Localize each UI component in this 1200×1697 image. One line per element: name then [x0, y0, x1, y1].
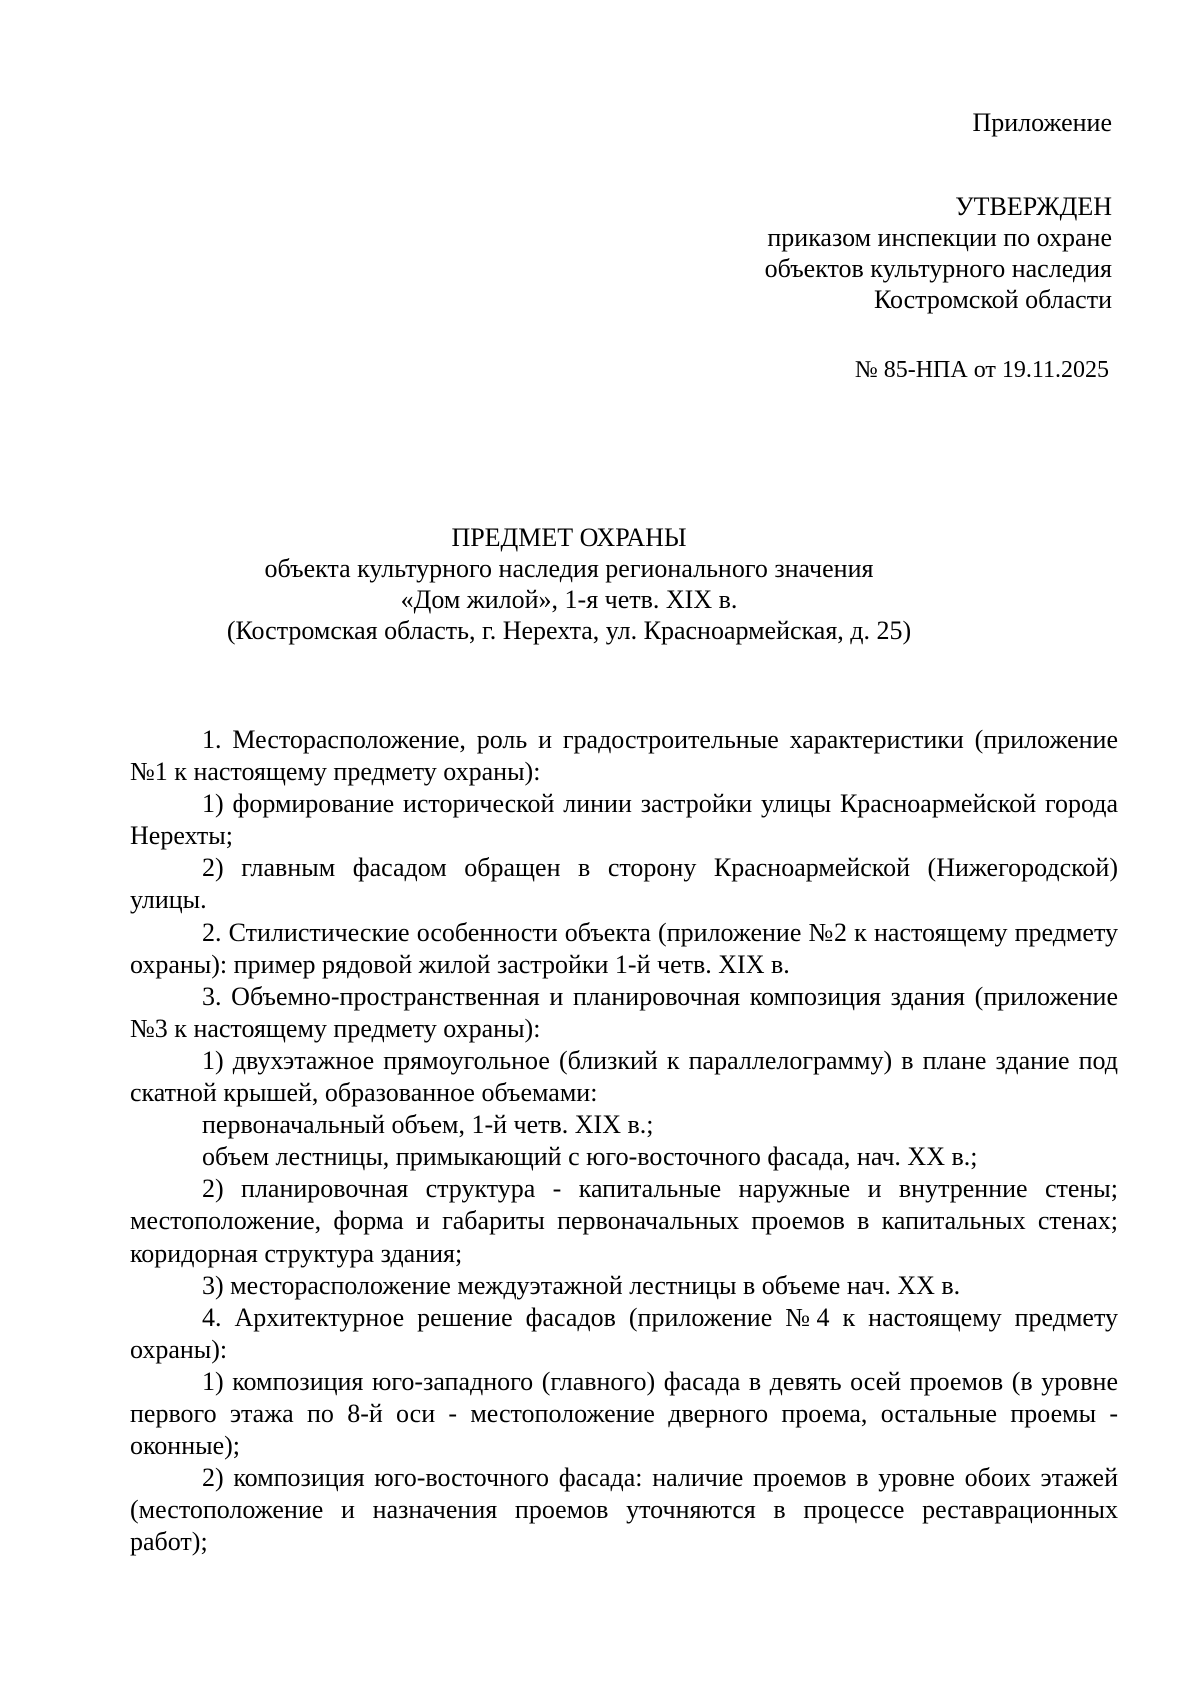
- appendix-text: Приложение: [972, 108, 1112, 137]
- order-number: [855, 355, 1109, 386]
- order-line: Костромской области: [873, 285, 1112, 314]
- order-line: приказом инспекции по охране: [767, 223, 1112, 252]
- body-paragraph: 1. Месторасположение, роль и градостроительные характеристики (приложение №1 к настоящему предмету охраны):: [130, 725, 1118, 787]
- approval-block: [765, 191, 1112, 315]
- body-paragraph: 3. Объемно-пространственная и планировочная композиция здания (приложение №3 к настоящему предмету охраны):: [130, 981, 1118, 1043]
- approved-label: УТВЕРЖДЕН: [955, 192, 1112, 221]
- title-subline: объекта культурного наследия регионального значения: [264, 554, 874, 583]
- body-paragraph: объем лестницы, примыкающий с юго-восточного фасада, нач. XX в.;: [202, 1142, 978, 1172]
- order-line: объектов культурного наследия: [764, 254, 1112, 283]
- document-body: [130, 724, 1118, 1558]
- body-paragraph: 4. Архитектурное решение фасадов (приложение №4 к настоящему предмету охраны):: [130, 1302, 1118, 1364]
- body-paragraph: 2. Стилистические особенности объекта (приложение №2 к настоящему предмету охраны): пример рядовой жилой застройки 1-й четв. XIX в.: [130, 917, 1118, 979]
- body-paragraph: 2) планировочная структура - капитальные наружные и внутренние стены; местоположение, форма и габариты первоначальных проемов в капитальных стенах; коридорная структура здания;: [130, 1174, 1118, 1268]
- body-paragraph: 2) композиция юго-восточного фасада: наличие проемов в уровне обоих этажей (местоположение и назначения проемов уточняются в процессе реставрационных работ);: [130, 1463, 1118, 1557]
- body-paragraph: первоначальный объем, 1-й четв. XIX в.;: [202, 1110, 654, 1140]
- title-subline: (Костромская область, г. Нерехта, ул. Красноармейская, д. 25): [226, 616, 912, 645]
- order-number-text: № 85-НПА от 19.11.2025: [854, 357, 1109, 383]
- body-paragraph: 1) двухэтажное прямоугольное (близкий к параллелограмму) в плане здание под скатной крышей, образованное объемами:: [130, 1045, 1118, 1108]
- document-title: [0, 522, 1138, 646]
- body-paragraph: 3) месторасположение междуэтажной лестницы в объеме нач. XX в.: [202, 1270, 961, 1300]
- title-subline: «Дом жилой», 1-я четв. XIX в.: [400, 585, 738, 614]
- appendix-label: [972, 107, 1112, 138]
- body-paragraph: 1) формирование исторической линии застройки улицы Красноармейской города Нерехты;: [130, 789, 1118, 851]
- body-paragraph: 2) главным фасадом обращен в сторону Красноармейской (Нижегородской) улицы.: [130, 853, 1118, 915]
- title-main: ПРЕДМЕТ ОХРАНЫ: [451, 523, 687, 552]
- body-paragraph: 1) композиция юго-западного (главного) фасада в девять осей проемов (в уровне первого этажа по 8-й оси - местоположение дверного проема, остальные проемы - оконные);: [130, 1366, 1118, 1461]
